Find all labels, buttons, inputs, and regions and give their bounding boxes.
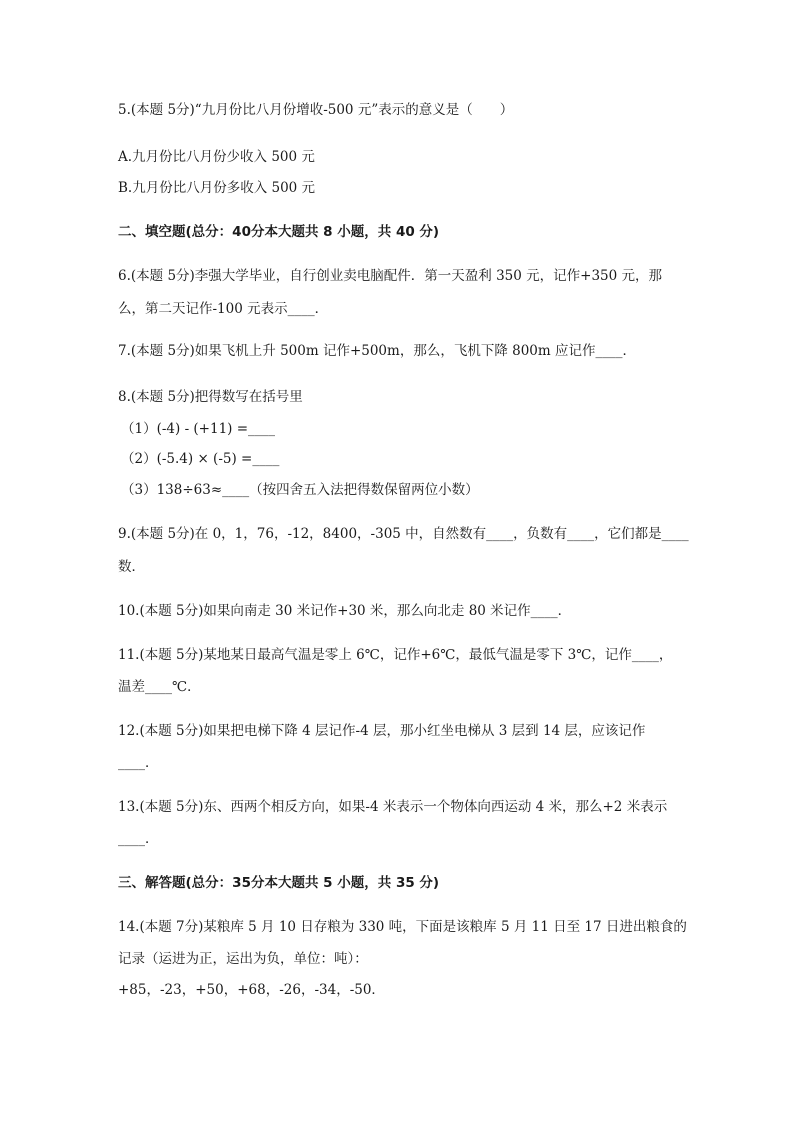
question-6-line-1: 6.(本题 5分)李强大学毕业，自行创业卖电脑配件．第一天盈利 350 元，记作+350 元，那 <box>118 268 663 284</box>
question-14-data: +85，-23，+50，+68，-26，-34，-50． <box>118 982 385 998</box>
question-11-line-2: 温差____℃． <box>118 679 201 695</box>
question-5-option-a: A.九月份比八月份少收入 500 元 <box>118 149 315 165</box>
question-12-line-1: 12.(本题 5分)如果把电梯下降 4 层记作-4 层，那小红坐电梯从 3 层到 14 层，应该记作 <box>118 723 646 739</box>
question-14-line-2: 记录（运进为正，运出为负，单位：吨）： <box>118 951 368 967</box>
section-heading-fill-in: 二、填空题(总分：40分本大题共 8 小题，共 40 分) <box>118 224 440 240</box>
question-14-line-1: 14.(本题 7分)某粮库 5 月 10 日存粮为 330 吨，下面是该粮库 5 月 11 日至 17 日进出粮食的 <box>118 919 687 935</box>
question-5-option-b: B.九月份比八月份多收入 500 元 <box>118 180 316 196</box>
section-heading-solve: 三、解答题(总分：35分本大题共 5 小题，共 35 分) <box>118 875 440 891</box>
question-8-part-1: （1）(-4) - (+11) =____ <box>121 421 276 437</box>
question-9-line-1: 9.(本题 5分)在 0，1，76，-12，8400，-305 中，自然数有____，负数有____，它们都是____ <box>118 526 689 542</box>
question-9-line-2: 数． <box>118 559 145 575</box>
question-6-line-2: 么，第二天记作-100 元表示____． <box>118 301 329 317</box>
question-8-part-2: （2）(-5.4) × (-5) =____ <box>121 451 280 467</box>
question-8-part-3: （3）138÷63≈____（按四舍五入法把得数保留两位小数） <box>121 482 479 498</box>
question-13-line-2: ____． <box>118 831 159 847</box>
question-13-line-1: 13.(本题 5分)东、西两个相反方向，如果-4 米表示一个物体向西运动 4 米，那么+2 米表示 <box>118 799 668 815</box>
question-10: 10.(本题 5分)如果向南走 30 米记作+30 米，那么向北走 80 米记作____． <box>118 603 572 619</box>
question-5-stem: 5.(本题 5分)“九月份比八月份增收-500 元”表示的意义是（ ） <box>118 102 514 118</box>
question-8-stem: 8.(本题 5分)把得数写在括号里 <box>118 389 303 405</box>
question-12-line-2: ____． <box>118 755 159 771</box>
question-7: 7.(本题 5分)如果飞机上升 500m 记作+500m，那么，飞机下降 800m 应记作____． <box>118 343 636 359</box>
question-11-line-1: 11.(本题 5分)某地某日最高气温是零上 6℃，记作+6℃，最低气温是零下 3℃，记作____， <box>118 647 673 663</box>
